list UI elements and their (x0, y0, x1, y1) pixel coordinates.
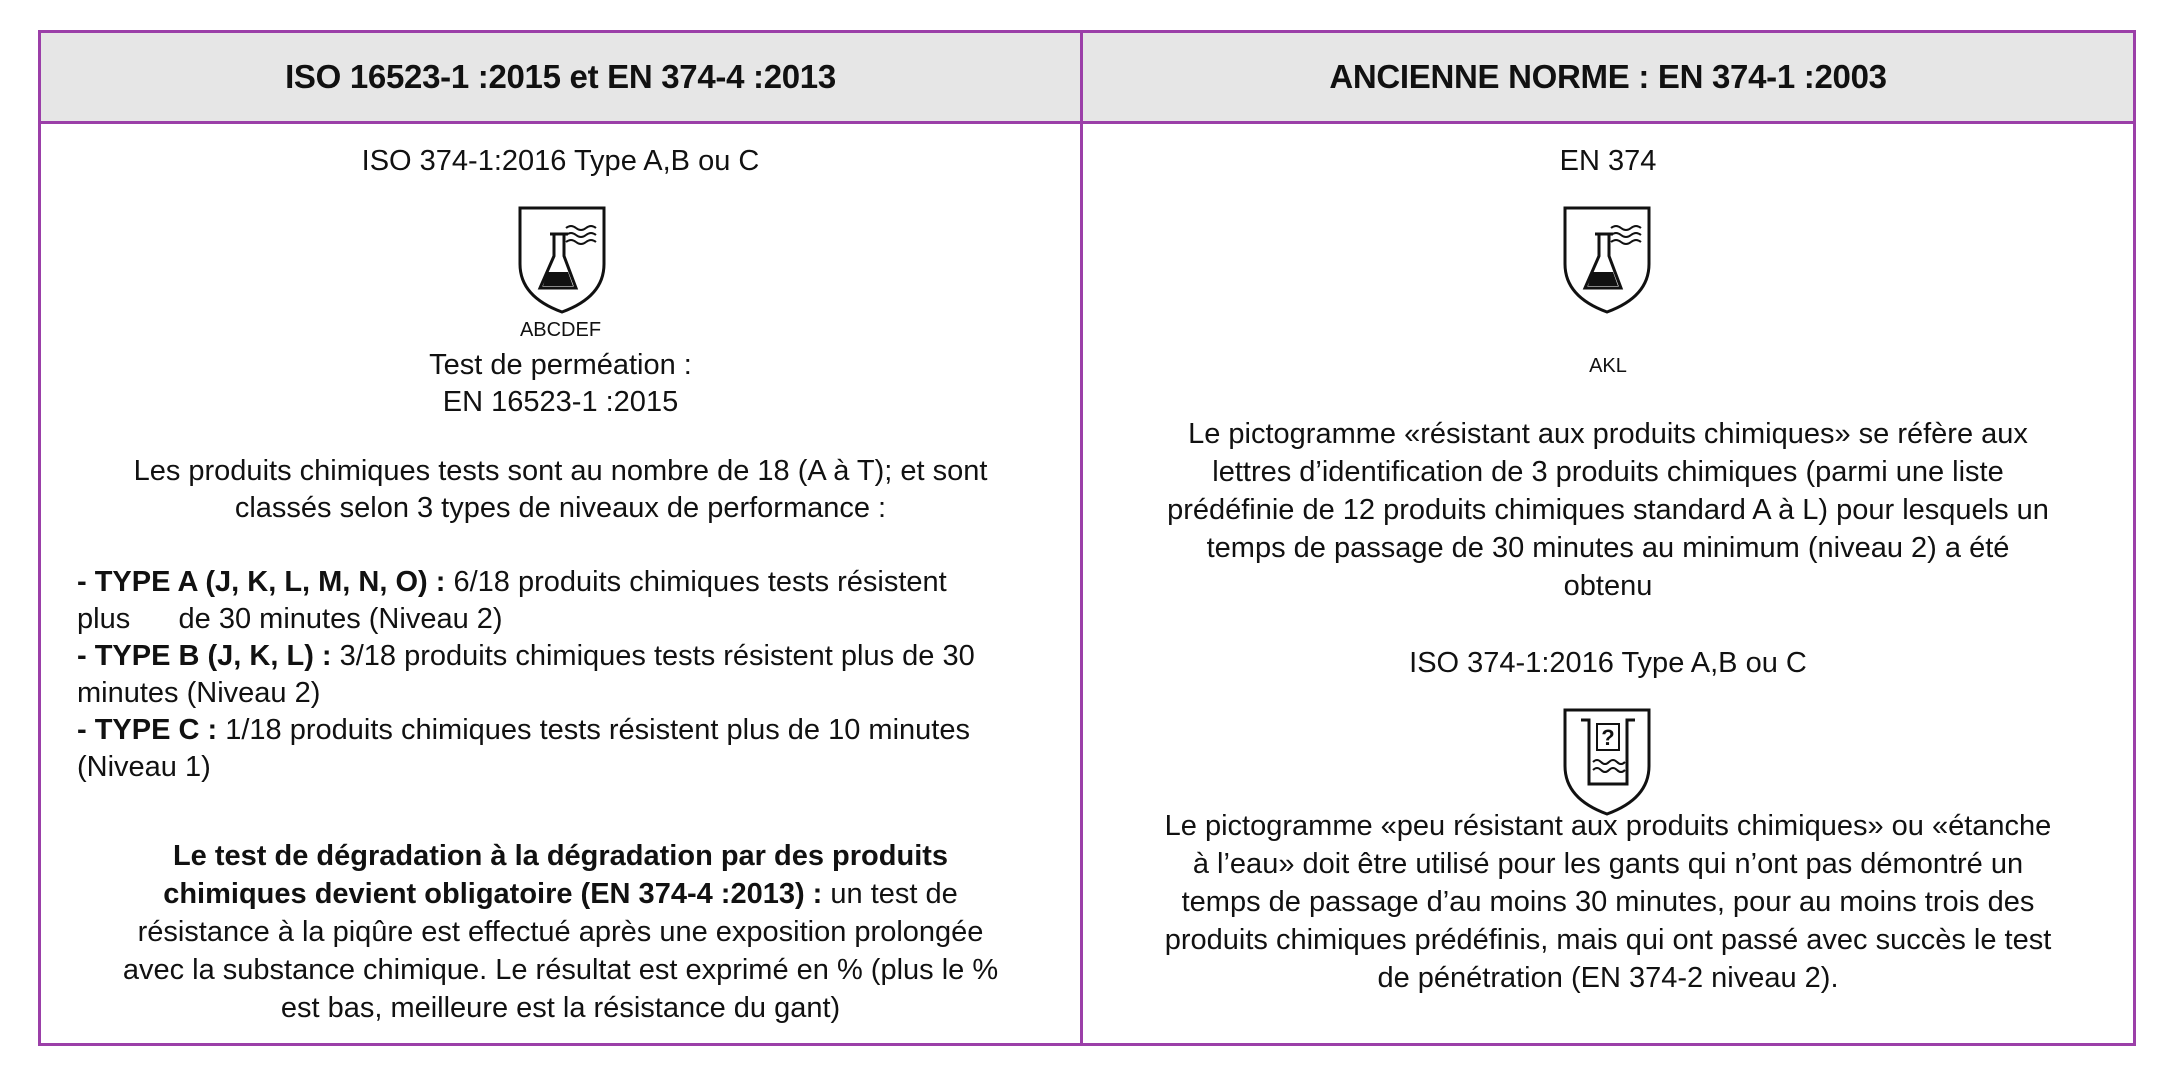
cell-new-standard (41, 124, 1083, 1043)
resistant-paragraph (1083, 415, 2133, 605)
right-standard-line: EN 374 (1559, 145, 1657, 177)
waterproof-beaker-shield-icon (1561, 706, 1653, 818)
type-b-text: 3/18 produits chimiques tests résistent plus de 30 (331, 640, 975, 672)
degradation-line-3: résistance à la piqûre est effectué après une exposition prolongée (137, 916, 984, 948)
degradation-line-2 (41, 875, 1080, 913)
dash: - (77, 566, 95, 598)
right-standard-line-2: ISO 374-1:2016 Type A,B ou C (1409, 647, 1807, 679)
type-c-text: 1/18 produits chimiques tests résistent plus de 10 minutes (217, 714, 970, 746)
degradation-bold-line-2: chimiques devient obligatoire (EN 374-4 :2013) : (163, 878, 823, 910)
permeation-test-standard: EN 16523-1 :2015 (442, 386, 679, 418)
dash: - (77, 714, 95, 746)
dash: - (77, 640, 95, 672)
degradation-bold-line-1: Le test de dégradation à la dégradation par des produits (172, 840, 949, 872)
low-line-4: produits chimiques prédéfinis, mais qui ont passé avec succès le test (1164, 924, 2052, 956)
low-resistance-paragraph (1083, 807, 2133, 997)
left-pictogram-code: ABCDEF (519, 319, 602, 341)
type-a-label: TYPE A (J, K, L, M, N, O) : (94, 566, 446, 598)
type-a-text: 6/18 produits chimiques tests résistent (445, 566, 947, 598)
left-standard-line: ISO 374-1:2016 Type A,B ou C (361, 145, 760, 177)
header-old-standard-title: ANCIENNE NORME : EN 374-1 :2003 (1329, 58, 1887, 95)
type-c-text-cont: (Niveau 1) (77, 751, 211, 783)
degradation-text-line-2: un test de (822, 878, 958, 910)
type-c-item (77, 712, 1070, 749)
resistant-line-5: obtenu (1563, 570, 1653, 602)
chemical-flask-shield-icon (516, 204, 608, 316)
resistant-line-3: prédéfinie de 12 produits chimiques standard A à L) pour lesquels un (1167, 494, 2049, 526)
type-b-item (77, 638, 1070, 675)
low-line-2: à l’eau» doit être utilisé pour les gants qui n’ont pas démontré un (1192, 848, 2024, 880)
low-line-5: de pénétration (EN 374-2 niveau 2). (1377, 962, 1839, 994)
degradation-line-5: est bas, meilleure est la résistance du gant) (280, 992, 841, 1024)
resistant-line-4: temps de passage de 30 minutes au minimum (niveau 2) a été (1206, 532, 2010, 564)
intro-line-2: classés selon 3 types de niveaux de performance : (234, 492, 887, 524)
svg-text:?: ? (1601, 725, 1615, 750)
degradation-line-4: avec la substance chimique. Le résultat est exprimé en % (plus le % (122, 954, 999, 986)
cell-old-standard (1083, 124, 2133, 1043)
type-list (77, 564, 1070, 786)
permeation-test-label: Test de perméation : (429, 349, 692, 381)
header-old-standard (1083, 33, 2133, 124)
resistant-line-2: lettres d’identification de 3 produits chimiques (parmi une liste (1212, 456, 2004, 488)
header-new-standard (41, 33, 1083, 124)
intro-line-1: Les produits chimiques tests sont au nombre de 18 (A à T); et sont (133, 455, 988, 487)
standards-table (38, 30, 2136, 1046)
resistant-line-1: Le pictogramme «résistant aux produits chimiques» se réfère aux (1188, 418, 2028, 450)
low-line-1: Le pictogramme «peu résistant aux produits chimiques» ou «étanche (1164, 810, 2052, 842)
chemical-flask-shield-icon (1561, 204, 1653, 316)
type-c-label: TYPE C : (94, 714, 218, 746)
type-b-label: TYPE B (J, K, L) : (94, 640, 332, 672)
right-pictogram-code: AKL (1589, 355, 1627, 377)
low-line-3: temps de passage d’au moins 30 minutes, pour au moins trois des (1181, 886, 2035, 918)
header-new-standard-title: ISO 16523-1 :2015 et EN 374-4 :2013 (285, 58, 836, 95)
type-a-item (77, 564, 1070, 601)
type-a-text-cont: plus de 30 minutes (Niveau 2) (77, 603, 503, 635)
degradation-paragraph (41, 837, 1080, 1027)
type-b-text-cont: minutes (Niveau 2) (77, 677, 321, 709)
